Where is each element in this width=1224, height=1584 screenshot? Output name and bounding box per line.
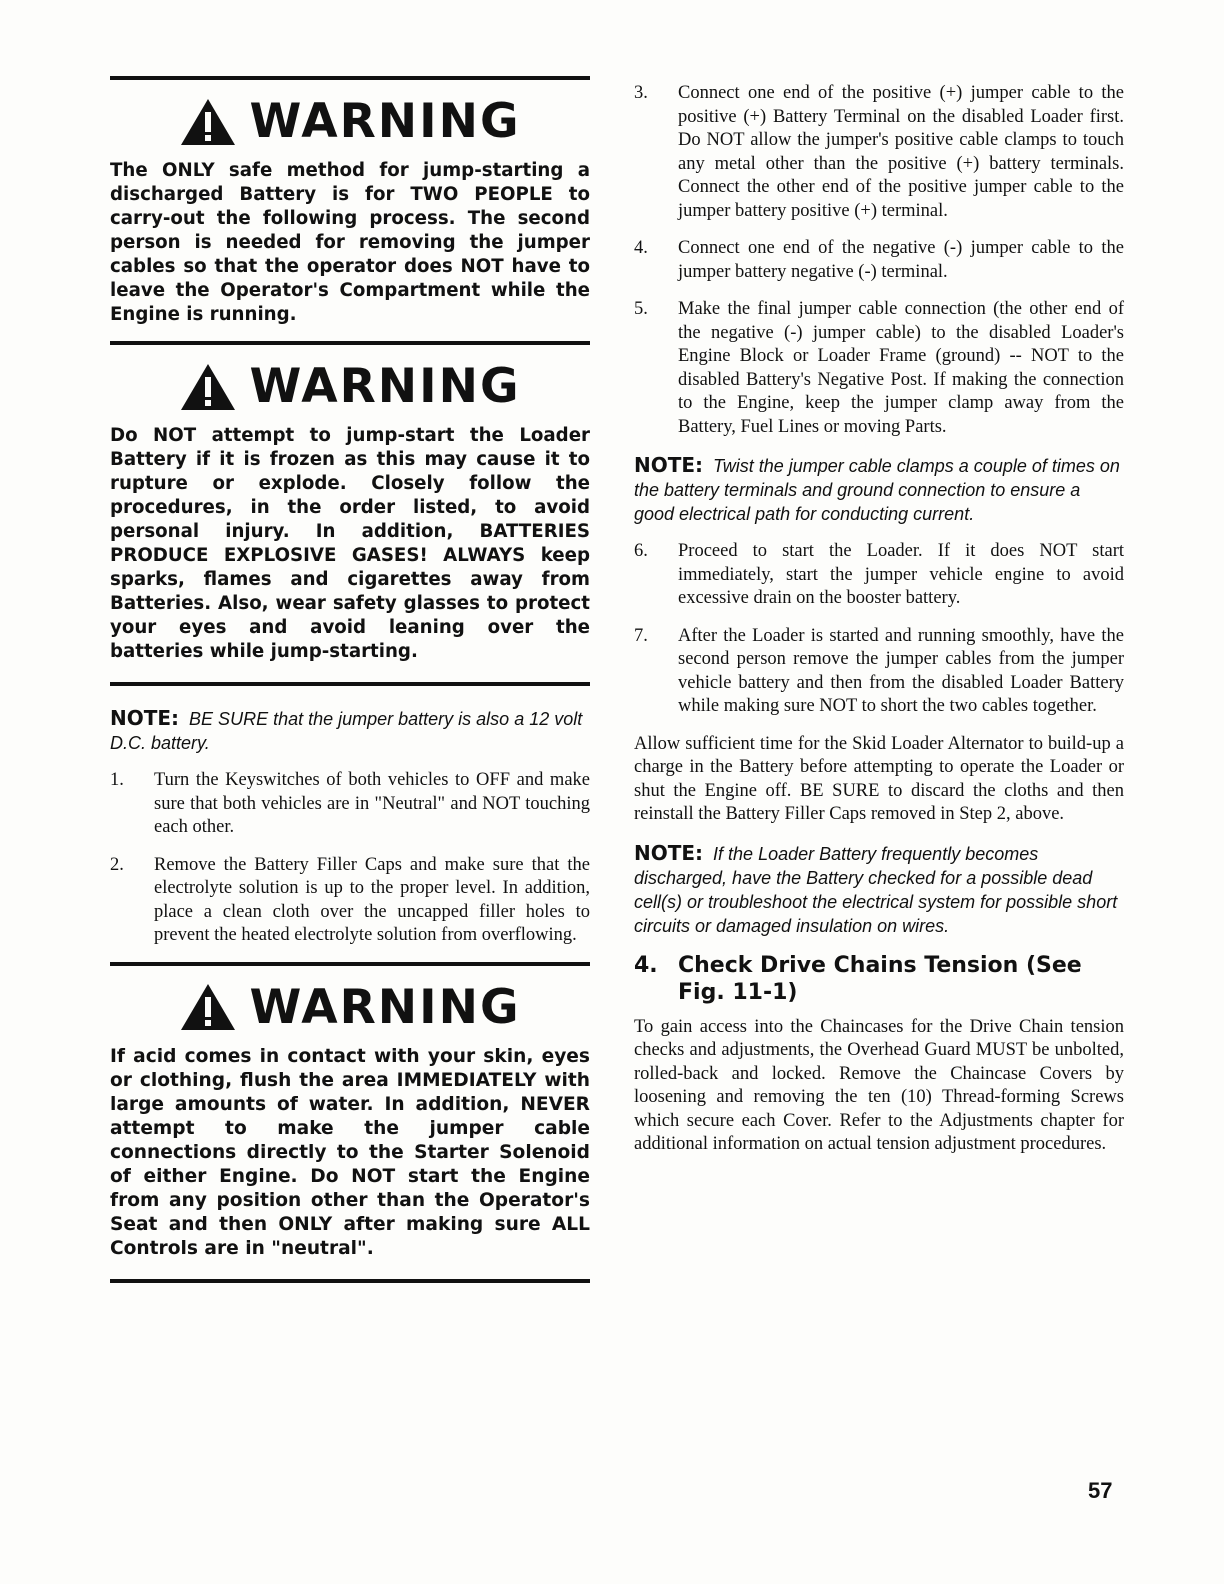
steps-list-right-continued: [634, 540, 1124, 719]
steps-list-left: [110, 769, 590, 948]
warning-heading: [110, 94, 590, 149]
step-number: 1.: [110, 770, 124, 790]
divider: [110, 341, 590, 345]
warning-title: WARNING: [249, 94, 521, 149]
section-heading: [634, 952, 1124, 1006]
note-text: BE SURE that the jumper battery is also a 12 volt D.C. battery.: [110, 709, 583, 753]
step-text: After the Loader is started and running smoothly, have the second person remove the jumper cables from the jumper vehicle battery and then from the disabled Loader Battery while making sure NOT to short the two cables together.: [678, 625, 1124, 716]
warning-text: If acid comes in contact with your skin, eyes or clothing, flush the area IMMEDIATELY with large amounts of water. In addition, NEVER attempt to make the jumper cable connections directly to the Starter Solenoid of either Engine. Do NOT start the Engine from any position other than the Operator's Seat and then ONLY after making sure ALL Controls are in "neutral".: [110, 1045, 590, 1259]
divider: [110, 76, 590, 80]
warning-heading: [110, 980, 590, 1035]
warning-triangle-icon: [179, 982, 237, 1032]
divider: [110, 962, 590, 966]
step-number: 4.: [634, 238, 648, 258]
step-text: Connect one end of the positive (+) jumper cable to the positive (+) Battery Terminal on the disabled Loader first. Do NOT allow the jumper's positive cable clamps to touch any metal other than the positive (+) battery terminals. Connect the other end of the positive jumper cable to the jumper battery positive (+) terminal.: [678, 83, 1124, 221]
list-item: [110, 769, 590, 840]
warning-triangle-icon: [179, 97, 237, 147]
list-item: [634, 82, 1124, 223]
body-paragraph: Allow sufficient time for the Skid Loader Alternator to build-up a charge in the Battery before attempting to operate the Loader or shut the Engine off. BE SURE to discard the cloths and then reinstall the Battery Filler Caps removed in Step 2, above.: [634, 733, 1124, 824]
warning-heading: [110, 359, 590, 414]
section-text: To gain access into the Chaincases for the Drive Chain tension checks and adjustments, the Overhead Guard MUST be unbolted, rolled-back and locked. Remove the Chaincase Covers by loosening and removing the ten (10) Thread-forming Screws which secure each Cover. Refer to the Adjustments chapter for additional information on actual tension adjustment procedures.: [634, 1016, 1124, 1154]
list-item: [634, 237, 1124, 284]
step-text: Turn the Keyswitches of both vehicles to OFF and make sure that both vehicles are in "Neutral" and NOT touching each other.: [154, 770, 590, 837]
left-column: [110, 76, 590, 1283]
step-text: Connect one end of the negative (-) jumper cable to the jumper battery negative (-) terminal.: [678, 238, 1124, 282]
step-text: Make the final jumper cable connection (the other end of the negative (-) jumper cable) to the disabled Loader's Engine Block or Loader Frame (ground) -- NOT to the disabled Battery's Negative Post. If making the connection to the Engine, keep the jumper clamp away from the Battery, Fuel Lines or moving Parts.: [678, 299, 1124, 437]
warning-text: The ONLY safe method for jump-starting a discharged Battery is for TWO PEOPLE to carry-out the following process. The second person is needed for removing the jumper cables so that the operator does NOT have to leave the Operator's Compartment while the Engine is running.: [110, 160, 590, 325]
note: [634, 453, 1124, 526]
step-number: 2.: [110, 854, 124, 875]
step-number: 5.: [634, 299, 648, 319]
note-label: NOTE:: [634, 453, 704, 477]
list-item: [634, 540, 1124, 611]
divider: [110, 682, 590, 686]
note: [634, 841, 1124, 938]
warning-triangle-icon: [179, 362, 237, 412]
note-label: NOTE:: [110, 706, 180, 730]
note-label: NOTE:: [634, 840, 704, 865]
step-number: 3.: [634, 83, 648, 103]
step-text: Proceed to start the Loader. If it does NOT start immediately, start the jumper vehicle engine to avoid excessive drain on the booster battery.: [678, 541, 1124, 608]
right-column: [634, 82, 1124, 1171]
note: [110, 706, 590, 755]
list-item: [634, 625, 1124, 719]
warning-title: WARNING: [249, 979, 521, 1035]
note-text: If the Loader Battery frequently becomes discharged, have the Battery checked for a possible dead cell(s) or troubleshoot the electrical system for possible short circuits or damaged insulation on wires.: [634, 843, 1118, 936]
list-item: [110, 854, 590, 948]
section-number: 4.: [634, 952, 658, 978]
steps-list-right: [634, 82, 1124, 439]
warning-title: WARNING: [249, 359, 521, 414]
step-number: 7.: [634, 625, 648, 646]
step-text: Remove the Battery Filler Caps and make sure that the electrolyte solution is up to the proper level. In addition, place a clean cloth over the uncapped filler holes to prevent the heated electrolyte solution from overflowing.: [154, 854, 590, 945]
step-number: 6.: [634, 541, 648, 561]
page-number: 57: [1088, 1478, 1113, 1503]
section-title: Check Drive Chains Tension (See Fig. 11-1): [678, 952, 1082, 1005]
list-item: [634, 298, 1124, 439]
divider: [110, 1279, 590, 1283]
warning-text: Do NOT attempt to jump-start the Loader Battery if it is frozen as this may cause it to rupture or explode. Closely follow the procedures, in the order listed, to avoid personal injury. In addition, BATTERIES PRODUCE EXPLOSIVE GASES! ALWAYS keep sparks, flames and cigarettes away from Batteries. Also, wear safety glasses to protect your eyes and avoid leaning over the batteries while jump-starting.: [110, 425, 590, 662]
note-text: Twist the jumper cable clamps a couple of times on the battery terminals and ground connection to ensure a good electrical path for conducting current.: [634, 456, 1120, 524]
